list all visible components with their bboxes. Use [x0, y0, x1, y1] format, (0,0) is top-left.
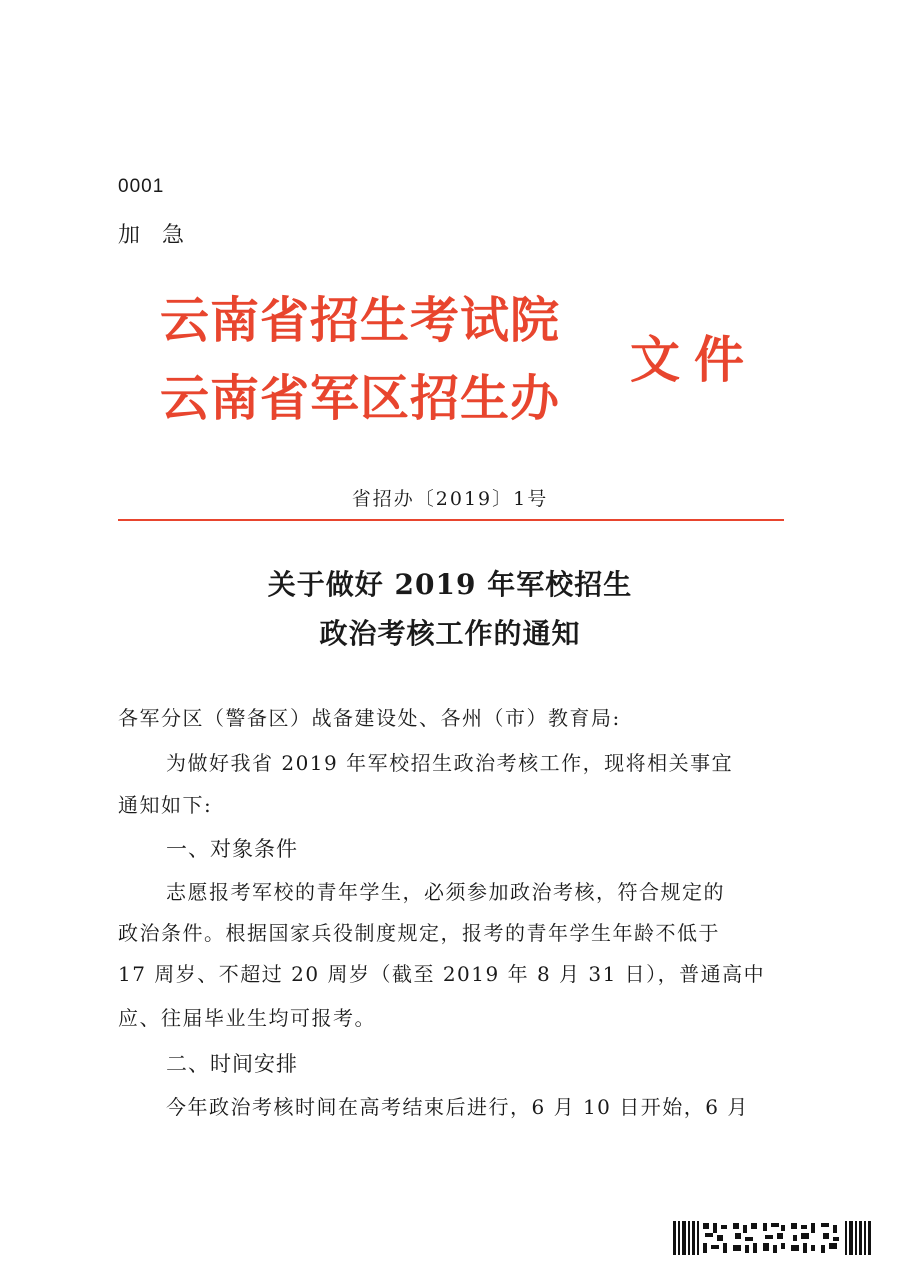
section-1-line-4: 应、往届毕业生均可报考。 — [118, 1006, 376, 1030]
document-title-line-2: 政治考核工作的通知 — [319, 617, 581, 650]
barcode-icon — [673, 1221, 871, 1255]
red-divider — [118, 519, 784, 521]
section-2-heading: 二、时间安排 — [166, 1052, 298, 1076]
section-2-line-1: 今年政治考核时间在高考结束后进行，6 月 10 日开始，6 月 — [166, 1095, 749, 1119]
issuer-line-2: 云南省军区招生办 — [160, 369, 561, 427]
serial-number: 0001 — [118, 176, 165, 197]
issuer-line-1: 云南省招生考试院 — [160, 291, 561, 349]
urgency-label: 加急 — [118, 223, 207, 248]
section-1-line-3: 17 周岁、不超过 20 周岁（截至 2019 年 8 月 31 日），普通高中 — [118, 962, 766, 986]
section-1-line-2: 政治条件。根据国家兵役制度规定，报考的青年学生年龄不低于 — [118, 921, 720, 945]
addressee: 各军分区（警备区）战备建设处、各州（市）教育局: — [118, 706, 621, 730]
section-1-heading: 一、对象条件 — [166, 837, 298, 861]
intro-line-1: 为做好我省 2019 年军校招生政治考核工作，现将相关事宜 — [166, 751, 734, 775]
document-title-line-1: 关于做好 2019 年军校招生 — [267, 568, 633, 601]
document-number: 省招办〔2019〕1号 — [351, 488, 549, 510]
issuer-suffix: 文件 — [630, 330, 758, 389]
section-1-line-1: 志愿报考军校的青年学生，必须参加政治考核，符合规定的 — [166, 880, 725, 904]
intro-line-2: 通知如下: — [118, 793, 213, 817]
